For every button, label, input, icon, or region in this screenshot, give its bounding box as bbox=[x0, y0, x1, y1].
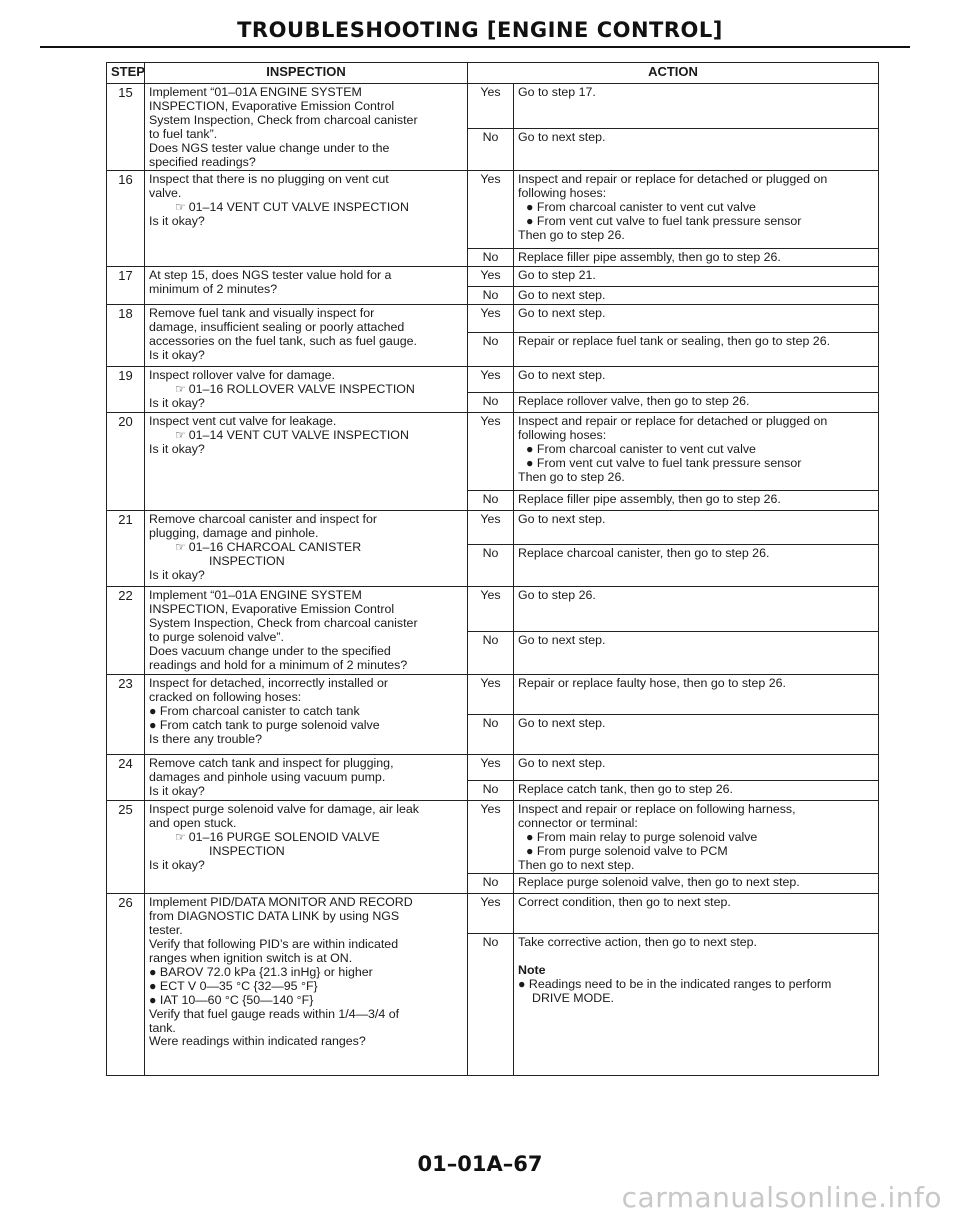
result-yes: Yes bbox=[468, 674, 514, 714]
action-line: following hoses: bbox=[518, 186, 607, 201]
action-line: Then go to next step. bbox=[518, 857, 635, 872]
inspection-cell bbox=[145, 511, 468, 587]
action-line: Go to step 21. bbox=[518, 268, 596, 283]
inspection-line: specified readings? bbox=[149, 154, 256, 169]
inspection-cell bbox=[145, 305, 468, 367]
result-no: No bbox=[468, 491, 514, 511]
action-line: ● From purge solenoid valve to PCM bbox=[526, 843, 728, 858]
inspection-line: Is it okay? bbox=[149, 396, 205, 411]
table-row bbox=[107, 754, 879, 780]
result-no: No bbox=[468, 287, 514, 305]
note-title: Note bbox=[518, 963, 546, 978]
reference-icon: ☞ bbox=[175, 428, 186, 443]
action-line: Repair or replace faulty hose, then go to step 26. bbox=[518, 675, 786, 690]
step-number: 16 bbox=[107, 171, 145, 267]
action-line: Then go to step 26. bbox=[518, 470, 625, 485]
table-row bbox=[107, 413, 879, 491]
inspection-line: Remove fuel tank and visually inspect for bbox=[149, 306, 375, 321]
inspection-line: ● BAROV 72.0 kPa {21.3 inHg} or higher bbox=[149, 964, 373, 979]
action-line: ● From charcoal canister to vent cut valve bbox=[526, 442, 756, 457]
inspection-line: Verify that following PID’s are within indicated bbox=[149, 937, 399, 952]
inspection-line: INSPECTION, Evaporative Emission Control bbox=[149, 98, 395, 113]
table-row bbox=[107, 171, 879, 249]
result-yes: Yes bbox=[468, 171, 514, 249]
step-number: 25 bbox=[107, 800, 145, 894]
action-yes bbox=[514, 267, 879, 287]
inspection-cell bbox=[145, 84, 468, 171]
result-no: No bbox=[468, 874, 514, 894]
reference-icon: ☞ bbox=[175, 382, 186, 397]
inspection-line: System Inspection, Check from charcoal canister bbox=[149, 112, 418, 127]
action-yes bbox=[514, 84, 879, 129]
inspection-line: Implement “01–01A ENGINE SYSTEM bbox=[149, 588, 362, 603]
result-no: No bbox=[468, 545, 514, 587]
action-line: Replace charcoal canister, then go to step 26. bbox=[518, 546, 770, 561]
inspection-cell bbox=[145, 413, 468, 511]
action-line: Replace filler pipe assembly, then go to step 26. bbox=[518, 250, 781, 265]
inspection-line: INSPECTION bbox=[209, 554, 285, 569]
result-yes: Yes bbox=[468, 894, 514, 934]
action-yes bbox=[514, 171, 879, 249]
inspection-line: from DIAGNOSTIC DATA LINK by using NGS bbox=[149, 909, 400, 924]
inspection-line bbox=[149, 831, 463, 845]
action-line: Correct condition, then go to next step. bbox=[518, 895, 731, 910]
action-line: Repair or replace fuel tank or sealing, then go to step 26. bbox=[518, 334, 831, 349]
inspection-line: readings and hold for a minimum of 2 minutes? bbox=[149, 657, 408, 672]
action-no bbox=[514, 287, 879, 305]
inspection-line: Implement “01–01A ENGINE SYSTEM bbox=[149, 85, 362, 99]
column-header-inspection: INSPECTION bbox=[145, 63, 468, 84]
action-line: Inspect and repair or replace for detached or plugged on bbox=[518, 172, 828, 187]
inspection-cell bbox=[145, 267, 468, 305]
inspection-line: Implement PID/DATA MONITOR AND RECORD bbox=[149, 895, 413, 910]
inspection-line bbox=[149, 201, 463, 215]
inspection-line: ● From catch tank to purge solenoid valve bbox=[149, 717, 380, 732]
reference-text: 01–16 ROLLOVER VALVE INSPECTION bbox=[188, 382, 415, 397]
action-no bbox=[514, 249, 879, 267]
action-yes bbox=[514, 587, 879, 632]
table-header-row bbox=[107, 63, 879, 84]
action-line: Go to step 17. bbox=[518, 85, 596, 99]
action-no bbox=[514, 632, 879, 675]
table-row bbox=[107, 674, 879, 714]
inspection-line: Inspect purge solenoid valve for damage, air leak bbox=[149, 801, 419, 816]
action-yes bbox=[514, 800, 879, 874]
inspection-line: valve. bbox=[149, 186, 182, 201]
action-line: following hoses: bbox=[518, 428, 607, 443]
inspection-line: and open stuck. bbox=[149, 815, 237, 830]
inspection-line: Is it okay? bbox=[149, 442, 205, 457]
inspection-line: plugging, damage and pinhole. bbox=[149, 526, 319, 541]
step-number: 22 bbox=[107, 587, 145, 674]
table-row bbox=[107, 511, 879, 545]
note-line: DRIVE MODE. bbox=[532, 991, 614, 1006]
reference-icon: ☞ bbox=[175, 829, 186, 844]
inspection-line: Is it okay? bbox=[149, 214, 205, 229]
inspection-line: Is it okay? bbox=[149, 783, 205, 798]
inspection-line: accessories on the fuel tank, such as fuel gauge. bbox=[149, 334, 417, 349]
step-number: 21 bbox=[107, 511, 145, 587]
action-line: Go to step 26. bbox=[518, 588, 596, 603]
table-row bbox=[107, 800, 879, 874]
action-no bbox=[514, 491, 879, 511]
action-line: Go to next step. bbox=[518, 288, 606, 303]
result-no: No bbox=[468, 393, 514, 413]
inspection-line: INSPECTION bbox=[209, 843, 285, 858]
inspection-line: cracked on following hoses: bbox=[149, 689, 302, 704]
inspection-line: to purge solenoid valve”. bbox=[149, 630, 285, 645]
inspection-line: to fuel tank”. bbox=[149, 126, 218, 141]
result-yes: Yes bbox=[468, 754, 514, 780]
result-yes: Yes bbox=[468, 800, 514, 874]
inspection-line: Is there any trouble? bbox=[149, 731, 262, 746]
page-number: 01–01A–67 bbox=[417, 1152, 543, 1176]
inspection-cell bbox=[145, 674, 468, 754]
watermark: carmanualsonline.info bbox=[621, 1181, 942, 1214]
result-yes: Yes bbox=[468, 511, 514, 545]
action-no bbox=[514, 393, 879, 413]
page-title: TROUBLESHOOTING [ENGINE CONTROL] bbox=[237, 18, 723, 42]
reference-text: 01–14 VENT CUT VALVE INSPECTION bbox=[188, 428, 409, 443]
action-yes bbox=[514, 894, 879, 934]
inspection-line: At step 15, does NGS tester value hold for a bbox=[149, 268, 392, 283]
table-row bbox=[107, 305, 879, 333]
action-no bbox=[514, 714, 879, 754]
action-line: Then go to step 26. bbox=[518, 228, 625, 243]
action-yes bbox=[514, 367, 879, 393]
inspection-line: System Inspection, Check from charcoal canister bbox=[149, 616, 418, 631]
action-line: Replace filler pipe assembly, then go to step 26. bbox=[518, 492, 781, 507]
result-yes: Yes bbox=[468, 267, 514, 287]
table-row bbox=[107, 587, 879, 632]
action-line: Replace purge solenoid valve, then go to next step. bbox=[518, 875, 800, 890]
inspection-line: tester. bbox=[149, 923, 183, 938]
step-number: 19 bbox=[107, 367, 145, 413]
action-line: Replace rollover valve, then go to step 26. bbox=[518, 394, 750, 409]
inspection-line: Remove charcoal canister and inspect for bbox=[149, 512, 377, 527]
action-line: ● From charcoal canister to vent cut valve bbox=[526, 200, 756, 215]
action-line: Inspect and repair or replace on following harness, bbox=[518, 801, 796, 816]
action-line: ● From main relay to purge solenoid valve bbox=[526, 829, 758, 844]
result-no: No bbox=[468, 714, 514, 754]
reference-icon: ☞ bbox=[175, 200, 186, 215]
inspection-line bbox=[149, 429, 463, 443]
inspection-line: Inspect rollover valve for damage. bbox=[149, 368, 335, 383]
step-number: 20 bbox=[107, 413, 145, 511]
table-row bbox=[107, 84, 879, 129]
action-line: Replace catch tank, then go to step 26. bbox=[518, 781, 733, 796]
step-number: 26 bbox=[107, 894, 145, 1076]
inspection-line bbox=[149, 541, 463, 555]
table-row bbox=[107, 367, 879, 393]
action-yes bbox=[514, 413, 879, 491]
inspection-line: ranges when ignition switch is at ON. bbox=[149, 951, 353, 966]
action-no bbox=[514, 128, 879, 171]
inspection-line: Does vacuum change under to the specified bbox=[149, 644, 391, 659]
action-no bbox=[514, 333, 879, 367]
column-header-action: ACTION bbox=[468, 63, 879, 84]
result-no: No bbox=[468, 333, 514, 367]
result-no: No bbox=[468, 780, 514, 800]
inspection-line: Inspect for detached, incorrectly installed or bbox=[149, 675, 388, 690]
action-line: Go to next step. bbox=[518, 633, 606, 648]
result-yes: Yes bbox=[468, 305, 514, 333]
result-no: No bbox=[468, 128, 514, 171]
action-no bbox=[514, 780, 879, 800]
column-header-step: STEP bbox=[107, 63, 145, 84]
inspection-line: Is it okay? bbox=[149, 857, 205, 872]
inspection-cell bbox=[145, 367, 468, 413]
action-line: connector or terminal: bbox=[518, 815, 638, 830]
action-line: Go to next step. bbox=[518, 512, 606, 527]
inspection-line: Does NGS tester value change under to the bbox=[149, 140, 390, 155]
inspection-cell bbox=[145, 587, 468, 674]
reference-text: 01–16 CHARCOAL CANISTER bbox=[188, 540, 362, 555]
action-yes bbox=[514, 305, 879, 333]
result-yes: Yes bbox=[468, 587, 514, 632]
action-line: Go to next step. bbox=[518, 306, 606, 321]
action-yes bbox=[514, 674, 879, 714]
result-yes: Yes bbox=[468, 84, 514, 129]
table-row bbox=[107, 894, 879, 934]
action-line: Go to next step. bbox=[518, 129, 606, 144]
step-number: 24 bbox=[107, 754, 145, 800]
inspection-line: tank. bbox=[149, 1020, 176, 1035]
inspection-line: minimum of 2 minutes? bbox=[149, 282, 278, 297]
inspection-line: ● ECT V 0—35 °C {32—95 °F} bbox=[149, 978, 318, 993]
result-no: No bbox=[468, 249, 514, 267]
step-number: 17 bbox=[107, 267, 145, 305]
title-rule bbox=[40, 46, 910, 48]
inspection-line: Verify that fuel gauge reads within 1/4—3/4 of bbox=[149, 1006, 400, 1021]
result-yes: Yes bbox=[468, 367, 514, 393]
action-line: Go to next step. bbox=[518, 715, 606, 730]
inspection-line bbox=[149, 383, 463, 397]
action-no bbox=[514, 934, 879, 1076]
inspection-line: Inspect vent cut valve for leakage. bbox=[149, 414, 337, 429]
inspection-line: Is it okay? bbox=[149, 348, 205, 363]
inspection-cell bbox=[145, 894, 468, 1076]
action-line: Inspect and repair or replace for detached or plugged on bbox=[518, 414, 828, 429]
action-yes bbox=[514, 754, 879, 780]
result-yes: Yes bbox=[468, 413, 514, 491]
table-row bbox=[107, 267, 879, 287]
inspection-cell bbox=[145, 800, 468, 894]
inspection-line: damages and pinhole using vacuum pump. bbox=[149, 769, 386, 784]
step-number: 23 bbox=[107, 674, 145, 754]
inspection-line: Inspect that there is no plugging on vent cut bbox=[149, 172, 389, 187]
action-line: ● From vent cut valve to fuel tank pressure sensor bbox=[526, 456, 802, 471]
step-number: 15 bbox=[107, 84, 145, 171]
inspection-cell bbox=[145, 754, 468, 800]
inspection-line: Were readings within indicated ranges? bbox=[149, 1034, 366, 1049]
inspection-line: ● From charcoal canister to catch tank bbox=[149, 703, 360, 718]
inspection-cell bbox=[145, 171, 468, 267]
inspection-line: ● IAT 10—60 °C {50—140 °F} bbox=[149, 992, 314, 1007]
troubleshooting-table bbox=[106, 62, 879, 1076]
inspection-line: Remove catch tank and inspect for plugging, bbox=[149, 755, 394, 770]
note-line: ● Readings need to be in the indicated ranges to perform bbox=[518, 977, 832, 992]
action-line: Take corrective action, then go to next step. bbox=[518, 935, 757, 950]
reference-text: 01–16 PURGE SOLENOID VALVE bbox=[188, 829, 380, 844]
inspection-line: Is it okay? bbox=[149, 568, 205, 583]
inspection-line: damage, insufficient sealing or poorly attached bbox=[149, 320, 405, 335]
reference-icon: ☞ bbox=[175, 540, 186, 555]
action-no bbox=[514, 874, 879, 894]
table-body bbox=[107, 84, 879, 1076]
action-line: ● From vent cut valve to fuel tank pressure sensor bbox=[526, 214, 802, 229]
action-line: Go to next step. bbox=[518, 755, 606, 770]
step-number: 18 bbox=[107, 305, 145, 367]
action-no bbox=[514, 545, 879, 587]
action-line: Go to next step. bbox=[518, 368, 606, 383]
result-no: No bbox=[468, 934, 514, 1076]
result-no: No bbox=[468, 632, 514, 675]
inspection-line: INSPECTION, Evaporative Emission Control bbox=[149, 602, 395, 617]
reference-text: 01–14 VENT CUT VALVE INSPECTION bbox=[188, 200, 409, 215]
action-yes bbox=[514, 511, 879, 545]
